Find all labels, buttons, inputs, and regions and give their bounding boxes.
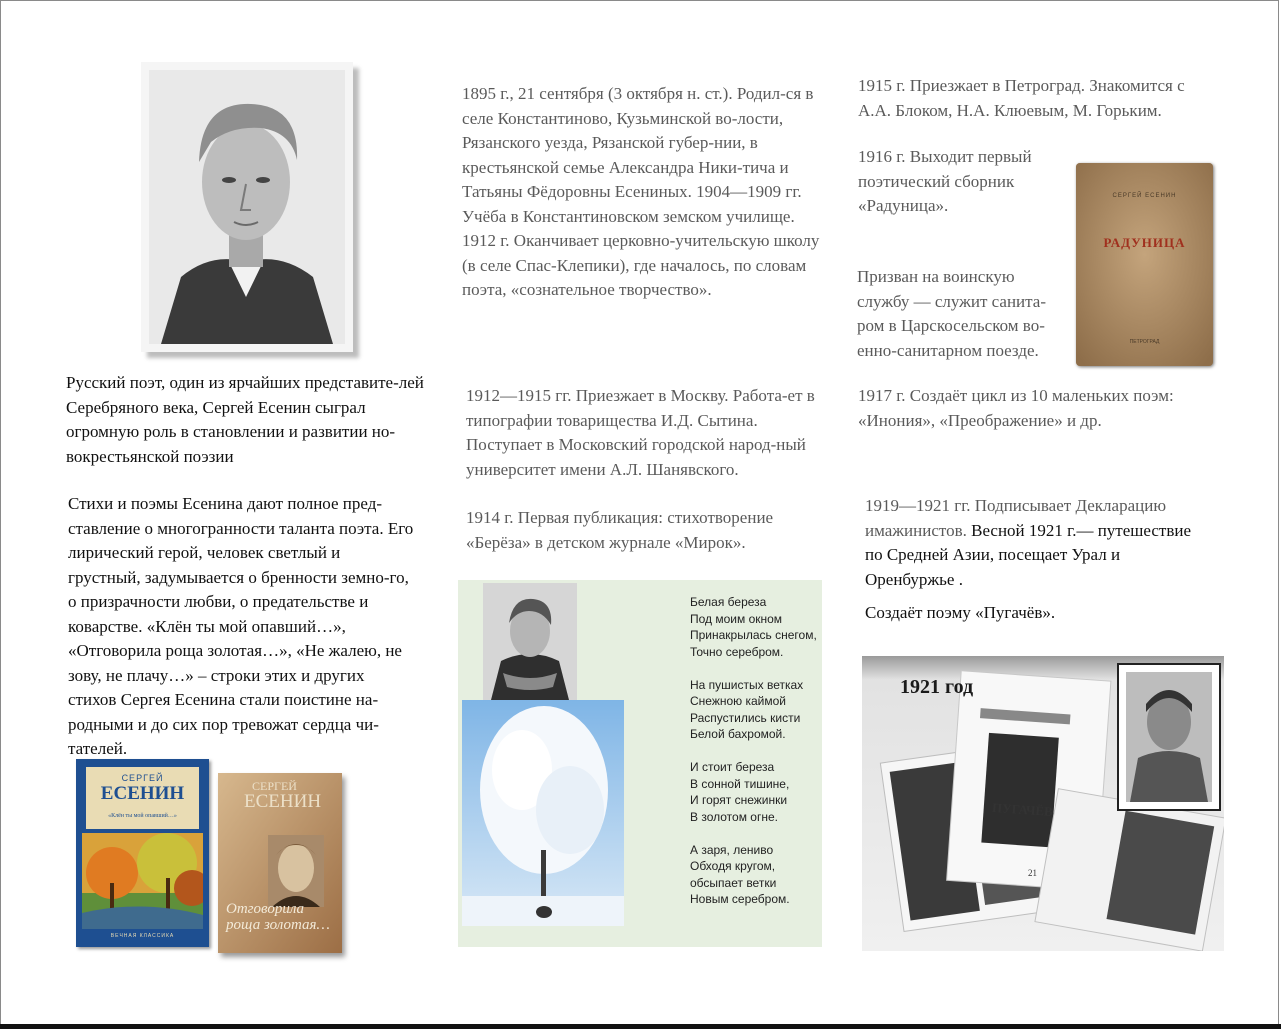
book2-title: Отговорила роща золотая… (226, 901, 330, 933)
esenin-portrait-photo (141, 62, 353, 352)
book-cover-roshcha (218, 773, 342, 953)
pugachev-page-number: 21 (1028, 868, 1037, 878)
biography-1916: 1916 г. Выходит первый поэтический сборник «Радуница». (858, 147, 1032, 215)
biography-1895-1912: 1895 г., 21 сентября (3 октября н. ст.). Родил-ся в селе Константиново, Кузьминской во-лости, Рязанского уезда, Рязанской губер-нии, в крестьянской семье Александра Ники-тича и Татьяны Фёдоровны Есениных. 1904—1909 гг. Учёба в Константиновском земском училище. 1912 г. Оканчивает церковно-учительскую школу (в селе Спас-Клепики), где началось, по словам поэта, «сознательное творчество». (462, 84, 820, 299)
book1-subtitle: «Клён ты мой опавший…» (108, 813, 177, 819)
pugachev-title: ПУГАЧЁВ (991, 799, 1054, 820)
biography-pugachev: Создаёт поэму «Пугачёв». (865, 603, 1056, 622)
portrait-image (141, 62, 353, 352)
book1-header (86, 767, 199, 829)
biography-military-service: Призван на воинскую службу — служит санита-ром в Царскосельском во-енно-санитарном поезде. (857, 267, 1046, 360)
page-bottom-border (0, 1024, 1281, 1029)
biography-1915: 1915 г. Приезжает в Петроград. Знакомится с А.А. Блоком, Н.А. Клюевым, М. Горьким. (858, 76, 1185, 120)
pugachev-1921-photo (862, 656, 1224, 951)
raduniza-title: РАДУНИЦА (1103, 235, 1186, 250)
bereza-poem-panel (458, 580, 822, 947)
book1-series: ВЕЧНАЯ КЛАССИКА (110, 933, 175, 939)
biography-1919-1921 (865, 494, 1205, 592)
raduniza-city: ПЕТРОГРАД (1129, 339, 1160, 345)
biography-1921-travel: Весной 1921 г.— путешествие по Средней Азии, посещает Урал и Оренбуржье . (865, 520, 1191, 589)
biography-1919-1921-grey: 1919—1921 гг. Подписывает Декларацию имажинистов. (865, 496, 1167, 540)
biography-1914: 1914 г. Первая публикация: стихотворение «Берёза» в детском журнале «Мирок». (466, 508, 774, 552)
year-1921-label: 1921 год (900, 676, 974, 698)
young-esenin-photo (483, 583, 577, 700)
bereza-poem-text: Белая береза Под моим окном Принакрылась снегом, Точно серебром. На пушистых ветках Снежною каймой Распустились кисти Белой бахромой. И стоит береза В сонной тишине, И горят снежинки В золотом огне. А заря, лениво Обходя кругом, обсыпает ветки Новым серебром. (690, 595, 817, 906)
biography-1912-1915: 1912—1915 гг. Приезжает в Москву. Работа-ет в типографии товарищества И.Д. Сытина. Поступает в Московский городской народ-ный университет имени А.Л. Шанявского. (466, 386, 815, 479)
book-cover-klen (76, 759, 209, 947)
book2-author-last: ЕСЕНИН (244, 791, 322, 812)
poems-description-text: Стихи и поэмы Есенина дают полное пред-ставление о многогранности таланта поэта. Его лирический герой, человек светлый и грустный, задумывается о бренности земно-го, о призрачности любви, о предательстве и коварстве. «Клён ты мой опавший…», «Отговорила роща золотая…», «Не жалею, не зову, не плачу…» – строки этих и других стихов Сергея Есенина стали поистине на-родными и до сих пор тревожат сердца чи-тателей. (68, 494, 414, 758)
intro-text: Русский поэт, один из ярчайших представите-лей Серебряного века, Сергей Есенин сыграл огромную роль в становлении и развитии но-вокрестьянской поэзии (66, 373, 424, 466)
book1-autumn-image (82, 833, 203, 929)
book1-author-first: СЕРГЕЙ (121, 773, 164, 783)
biography-1917: 1917 г. Создаёт цикл из 10 маленьких поэм: «Инония», «Преображение» и др. (858, 386, 1174, 430)
snowy-birch-photo (462, 700, 624, 926)
raduniza-author: СЕРГЕЙ ЕСЕНИН (1112, 193, 1177, 199)
book1-author-last: ЕСЕНИН (100, 783, 185, 804)
raduniza-book-cover (1076, 163, 1213, 366)
book2-author-first: СЕРГЕЙ (252, 779, 297, 793)
